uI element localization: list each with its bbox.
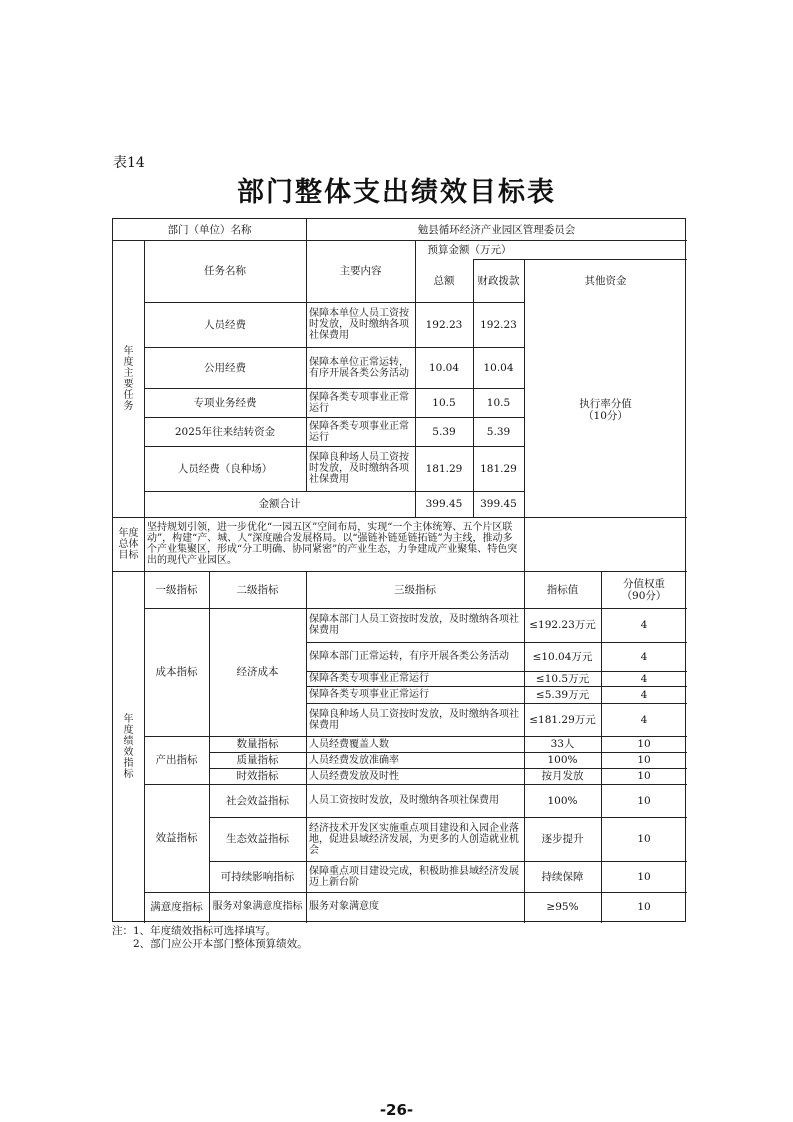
task-total: 10.5 — [432, 396, 456, 409]
overall-goal-text: 坚持规划引领，进一步优化“一园五区”空间布局，实现“一个主体统筹、五个片区联动”，构建“产、城、人”深度融合发展格局。以“强链补链延链拓链”为主线，推动多个产业集聚区，形成“分工明确、协同紧密”的产业生态，力争建成产业聚集、特色突出的现代产业园区。 — [147, 522, 518, 566]
sum-total: 399.45 — [425, 498, 463, 510]
task-name: 公用经费 — [204, 361, 246, 374]
indicator-name: 保障本部门人员工资按时发放，及时缴纳各项社保费用 — [309, 614, 519, 636]
indicator-weight: 10 — [637, 754, 651, 766]
indicator-value: ≥95% — [546, 900, 579, 913]
indicator-weight: 10 — [637, 900, 651, 913]
indicator-weight: 10 — [637, 833, 651, 845]
task-name: 2025年往来结转资金 — [174, 425, 276, 438]
indicator-value: 100% — [547, 794, 578, 807]
indicator-level2: 可持续影响指标 — [220, 870, 295, 883]
indicator-weight: 10 — [637, 870, 651, 883]
execution-rate-score: （10分） — [583, 409, 628, 422]
indicator-value: ≤10.04万元 — [532, 650, 593, 663]
task-fiscal: 5.39 — [486, 425, 511, 438]
indicator-value: 持续保障 — [541, 870, 584, 883]
total-header: 总额 — [433, 274, 455, 287]
indicator-name: 保障良种场人员工资按时发放，及时缴纳各项社保费用 — [309, 708, 519, 731]
cost-level2: 经济成本 — [236, 666, 279, 678]
indicator-value: 逐步提升 — [541, 833, 584, 845]
page-title: 部门整体支出绩效目标表 — [237, 177, 556, 208]
dept-name: 勉县循环经济产业园区管理委员会 — [417, 223, 576, 236]
sum-fiscal: 399.45 — [480, 498, 517, 510]
weight-header-label: 分值权重 — [623, 577, 665, 590]
indicator-name: 保障各类专项事业正常运行 — [309, 689, 429, 700]
annual-tasks-label: 年 度 主 要 任 务 — [123, 345, 134, 412]
other-funds-header: 其他资金 — [584, 274, 627, 287]
task-fiscal: 10.5 — [486, 396, 511, 409]
cost-level1: 成本指标 — [155, 666, 198, 678]
task-total: 192.23 — [425, 318, 463, 331]
fiscal-header: 财政拨款 — [477, 274, 520, 287]
indicator-level2: 时效指标 — [236, 770, 279, 782]
indicator-value: 33人 — [550, 738, 575, 750]
task-content: 保障各类专项事业正常运行 — [309, 420, 409, 443]
indicators-label: 年 度 绩 效 指 标 — [123, 714, 134, 780]
output-level1: 产出指标 — [155, 754, 198, 766]
indicator-level2: 数量指标 — [236, 738, 279, 750]
note-1: 注：1、年度绩效指标可选择填写。 — [112, 925, 277, 937]
table-label: 表14 — [113, 155, 145, 171]
indicator-level2: 质量指标 — [236, 754, 279, 766]
task-name: 专项业务经费 — [193, 396, 257, 409]
task-fiscal: 192.23 — [480, 318, 517, 331]
task-name: 人员经费（良种场） — [177, 462, 273, 475]
indicator-weight: 10 — [637, 738, 651, 750]
task-total: 10.04 — [428, 361, 460, 374]
indicator-value: ≤192.23万元 — [529, 619, 596, 631]
weight-header-total: （90分） — [621, 589, 667, 602]
indicator-weight: 4 — [640, 672, 648, 685]
task-content: 保障各类专项事业正常运行 — [309, 391, 409, 414]
indicator-weight: 4 — [640, 713, 648, 726]
indicator-weight: 10 — [637, 770, 651, 782]
indicator-weight: 10 — [637, 794, 651, 807]
indicator-value: ≤10.5万元 — [535, 672, 590, 685]
page-number: -26- — [379, 1101, 414, 1119]
task-total: 181.29 — [425, 462, 463, 475]
execution-rate-label: 执行率分值 — [579, 397, 632, 410]
indicator-name: 保障本部门正常运转，有序开展各类公务活动 — [309, 651, 509, 662]
task-fiscal: 181.29 — [480, 462, 517, 475]
content-header: 主要内容 — [339, 265, 382, 277]
indicator-level2: 生态效益指标 — [226, 833, 289, 845]
indicator-value: ≤5.39万元 — [535, 688, 590, 701]
performance-table — [112, 218, 686, 922]
indicator-name: 人员工资按时发放，及时缴纳各项社保费用 — [309, 795, 499, 806]
sum-label: 金额合计 — [258, 498, 301, 510]
indicator-value: 按月发放 — [541, 770, 584, 782]
indicator-value: ≤181.29万元 — [529, 713, 596, 726]
indicator-weight: 4 — [640, 688, 648, 701]
task-fiscal: 10.04 — [483, 361, 514, 374]
satisfaction-level1: 满意度指标 — [150, 900, 203, 913]
task-total: 5.39 — [432, 425, 456, 438]
indicator-weight: 4 — [640, 650, 648, 663]
budget-header: 预算金额（万元） — [427, 243, 512, 256]
level2-header: 二级指标 — [236, 583, 279, 596]
weight-header — [601, 571, 687, 608]
indicator-weight: 4 — [640, 619, 648, 631]
task-content: 保障本单位正常运转，有序开展各类公务活动 — [309, 356, 409, 379]
indicator-value: 100% — [547, 754, 578, 766]
task-name: 人员经费 — [204, 318, 246, 331]
satisfaction-level2: 服务对象满意度指标 — [212, 901, 303, 912]
indicator-name: 保障重点项目建设完成，积极助推县域经济发展迈上新台阶 — [309, 865, 519, 888]
dept-label: 部门（单位）名称 — [167, 223, 252, 236]
notes — [112, 925, 308, 951]
indicator-level2: 社会效益指标 — [226, 794, 289, 807]
indicator-name: 人员经费发放及时性 — [309, 770, 399, 782]
value-header: 指标值 — [546, 583, 579, 596]
task-name-header: 任务名称 — [204, 265, 246, 277]
indicator-name: 人员经费覆盖人数 — [309, 738, 389, 750]
indicator-name: 人员经费发放准确率 — [309, 754, 399, 766]
indicator-name: 经济技术开发区实施重点项目建设和入园企业落地，促进县域经济发展，为更多的人创造就业机会 — [309, 822, 519, 856]
level1-header: 一级指标 — [155, 583, 198, 596]
level3-header: 三级指标 — [394, 583, 436, 596]
indicator-name: 服务对象满意度 — [309, 901, 379, 912]
benefit-level1: 效益指标 — [155, 832, 198, 844]
execution-rate-cell — [524, 302, 687, 517]
note-2: 2、部门应公开本部门整体预算绩效。 — [133, 938, 308, 950]
task-content: 保障本单位人员工资按时发放，及时缴纳各项社保费用 — [309, 308, 409, 341]
task-content: 保障良种场人员工资按时发放，及时缴纳各项社保费用 — [309, 452, 409, 485]
indicator-name: 保障各类专项事业正常运行 — [309, 673, 429, 684]
overall-goal-label: 年度总体目标 — [118, 527, 139, 561]
